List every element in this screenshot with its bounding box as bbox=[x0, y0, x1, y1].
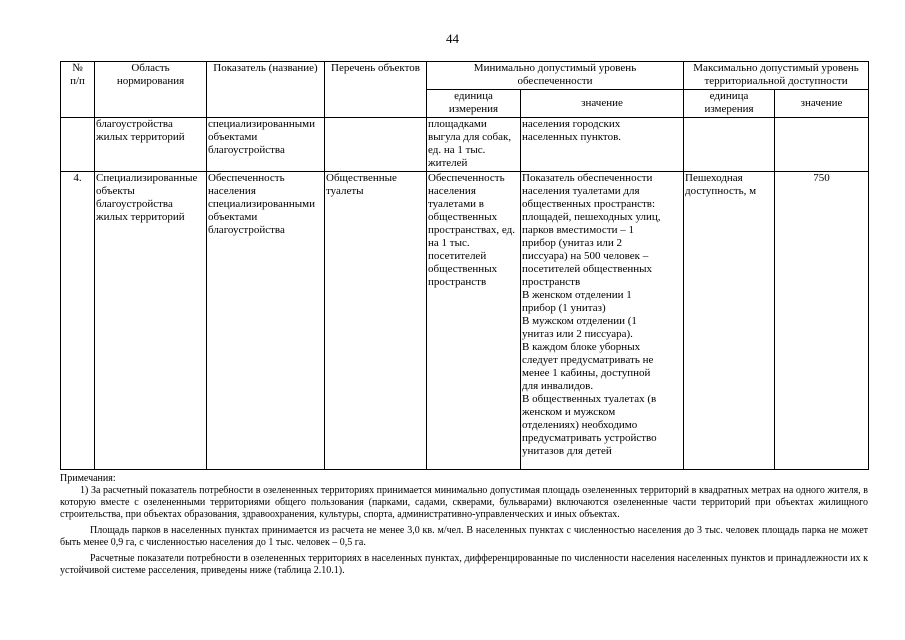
cell-unit2 bbox=[684, 172, 775, 470]
cell-indicator bbox=[207, 118, 325, 172]
text-line: посетителей bbox=[428, 250, 487, 262]
header-value2 bbox=[775, 90, 869, 118]
text-line: значение bbox=[800, 97, 843, 109]
text-line: прибор (унитаз или 2 bbox=[522, 237, 622, 249]
header-value bbox=[521, 90, 684, 118]
text-line: общественных пространств: bbox=[522, 198, 656, 210]
cell-objects bbox=[325, 118, 427, 172]
text-line: населения городских bbox=[522, 118, 621, 130]
text-line: пространств bbox=[522, 276, 581, 288]
text-line: Обеспеченность bbox=[428, 172, 505, 184]
text-line: жителей bbox=[428, 157, 468, 169]
text-line: единица bbox=[709, 90, 749, 102]
cell-value2 bbox=[775, 118, 869, 172]
text-line: 4. bbox=[73, 172, 82, 184]
text-line: унитазов для детей bbox=[522, 445, 612, 457]
header-min-level bbox=[427, 62, 684, 90]
text-line: объектами bbox=[208, 211, 258, 223]
text-line: Перечень объектов bbox=[331, 62, 420, 74]
header-unit2 bbox=[684, 90, 775, 118]
cell-num bbox=[61, 172, 95, 470]
header-area bbox=[95, 62, 207, 118]
text-line: Минимально допустимый уровень bbox=[473, 62, 637, 74]
page-number: 44 bbox=[446, 31, 459, 46]
table-row bbox=[61, 118, 869, 172]
text-line: 750 bbox=[813, 172, 830, 184]
text-line: Общественные bbox=[326, 172, 397, 184]
text-line: Показатель (название) bbox=[213, 62, 318, 74]
cell-unit2 bbox=[684, 118, 775, 172]
text-line: туалетами в bbox=[428, 198, 484, 210]
text-line: Максимально допустимый уровень bbox=[693, 62, 859, 74]
cell-num bbox=[61, 118, 95, 172]
text-line: жилых территорий bbox=[96, 131, 185, 143]
notes-section bbox=[60, 473, 868, 577]
text-line: населенных пунктов. bbox=[522, 131, 622, 143]
text-line: на 1 тыс. bbox=[428, 237, 470, 249]
text-line: объекты bbox=[96, 185, 135, 197]
text-line: В женском отделении 1 bbox=[522, 289, 632, 301]
text-line: нормирования bbox=[116, 75, 185, 87]
note-paragraph: Расчетные показатели потребности в озелененных территориях в населенных пунктах, дифференцированные по численности населения населенных пунктов и принадлежности их к устойчивой системе расселения, приведены ниже (таблица 2.10.1). bbox=[60, 553, 868, 576]
text-line: парков вместимости – 1 bbox=[522, 224, 635, 236]
cell-unit bbox=[427, 118, 521, 172]
header-num bbox=[61, 62, 95, 118]
text-line: для инвалидов. bbox=[522, 380, 594, 392]
notes-title: Примечания: bbox=[60, 473, 116, 484]
text-line: площадками bbox=[428, 118, 487, 130]
header-unit bbox=[427, 90, 521, 118]
text-line: пространствах, ед. bbox=[428, 224, 515, 236]
text-line: измерения bbox=[704, 103, 754, 115]
text-line: единица bbox=[454, 90, 493, 102]
text-line: специализированными bbox=[208, 118, 315, 130]
text-line: п/п bbox=[70, 75, 85, 87]
text-line: В общественных туалетах (в bbox=[522, 393, 657, 405]
text-line: туалеты bbox=[326, 185, 364, 197]
text-line: В каждом блоке уборных bbox=[522, 341, 641, 353]
text-line: общественных bbox=[428, 211, 498, 223]
text-line: Пешеходная bbox=[685, 172, 743, 184]
text-line: унитаз или 2 писсуара). bbox=[522, 328, 633, 340]
text-line: следует предусматривать не bbox=[522, 354, 654, 366]
norms-table bbox=[60, 61, 869, 470]
text-line: благоустройства bbox=[208, 144, 285, 156]
text-line: жилых территорий bbox=[96, 211, 185, 223]
text-line: В мужском отделении (1 bbox=[522, 315, 637, 327]
cell-area bbox=[95, 118, 207, 172]
text-line: выгула для собак, bbox=[428, 131, 512, 143]
text-line: женском и мужском bbox=[522, 406, 616, 418]
text-line: населения bbox=[208, 185, 256, 197]
header-indicator bbox=[207, 62, 325, 118]
text-line: Обеспеченность bbox=[208, 172, 285, 184]
text-line: Показатель обеспеченности bbox=[522, 172, 653, 184]
cell-value2 bbox=[775, 172, 869, 470]
text-line: ед. на 1 тыс. bbox=[428, 144, 486, 156]
text-line: прибор (1 унитаз) bbox=[522, 302, 606, 314]
text-line: благоустройства bbox=[96, 198, 173, 210]
text-line: писсуара) на 500 человек – bbox=[522, 250, 649, 262]
cell-value bbox=[521, 172, 684, 470]
text-line: значение bbox=[581, 97, 623, 109]
text-line: благоустройства bbox=[208, 224, 285, 236]
text-line: Специализированные bbox=[96, 172, 198, 184]
note-paragraph: 1) За расчетный показатель потребности в озелененных территориях принимается минимально допустимая площадь озелененных территорий в квадратных метрах на одного жителя, в которую вместе с озелененными территориями общего пользования (парками, садами, скверами, бульварами) включаются озелененные части территорий при объектах жилищного строительства, при объектах образования, здравоохранения, культуры, спорта, административно-управленческих и иных объектах. bbox=[60, 485, 868, 520]
text-line: населения bbox=[428, 185, 476, 197]
header-objects bbox=[325, 62, 427, 118]
text-line: обеспеченности bbox=[517, 75, 593, 87]
text-line: посетителей общественных bbox=[522, 263, 653, 275]
cell-value bbox=[521, 118, 684, 172]
text-line: доступность, м bbox=[685, 185, 757, 197]
text-line: предусматривать устройство bbox=[522, 432, 657, 444]
text-line: № bbox=[72, 62, 83, 74]
cell-indicator bbox=[207, 172, 325, 470]
table-row bbox=[61, 172, 869, 470]
text-line: территориальной доступности bbox=[704, 75, 848, 87]
text-line: отделениях) необходимо bbox=[522, 419, 638, 431]
text-line: Область bbox=[131, 62, 170, 74]
text-line: пространств bbox=[428, 276, 487, 288]
text-line: благоустройства bbox=[96, 118, 173, 130]
cell-objects bbox=[325, 172, 427, 470]
text-line: измерения bbox=[448, 103, 499, 115]
header-max-access bbox=[684, 62, 869, 90]
text-line: объектами bbox=[208, 131, 258, 143]
text-line: специализированными bbox=[208, 198, 315, 210]
text-line: общественных bbox=[428, 263, 498, 275]
cell-area bbox=[95, 172, 207, 470]
text-line: площадей, пешеходных улиц, bbox=[522, 211, 661, 223]
note-paragraph: Площадь парков в населенных пунктах принимается из расчета не менее 3,0 кв. м/чел. В населенных пунктах с численностью населения до 3 тыс. человек площадь парка не может быть менее 0,9 га, с численностью населения до 1 тыс. человек – 0,5 га. bbox=[60, 525, 868, 548]
text-line: населения туалетами для bbox=[522, 185, 640, 197]
cell-unit bbox=[427, 172, 521, 470]
text-line: менее 1 кабины, доступной bbox=[522, 367, 651, 379]
